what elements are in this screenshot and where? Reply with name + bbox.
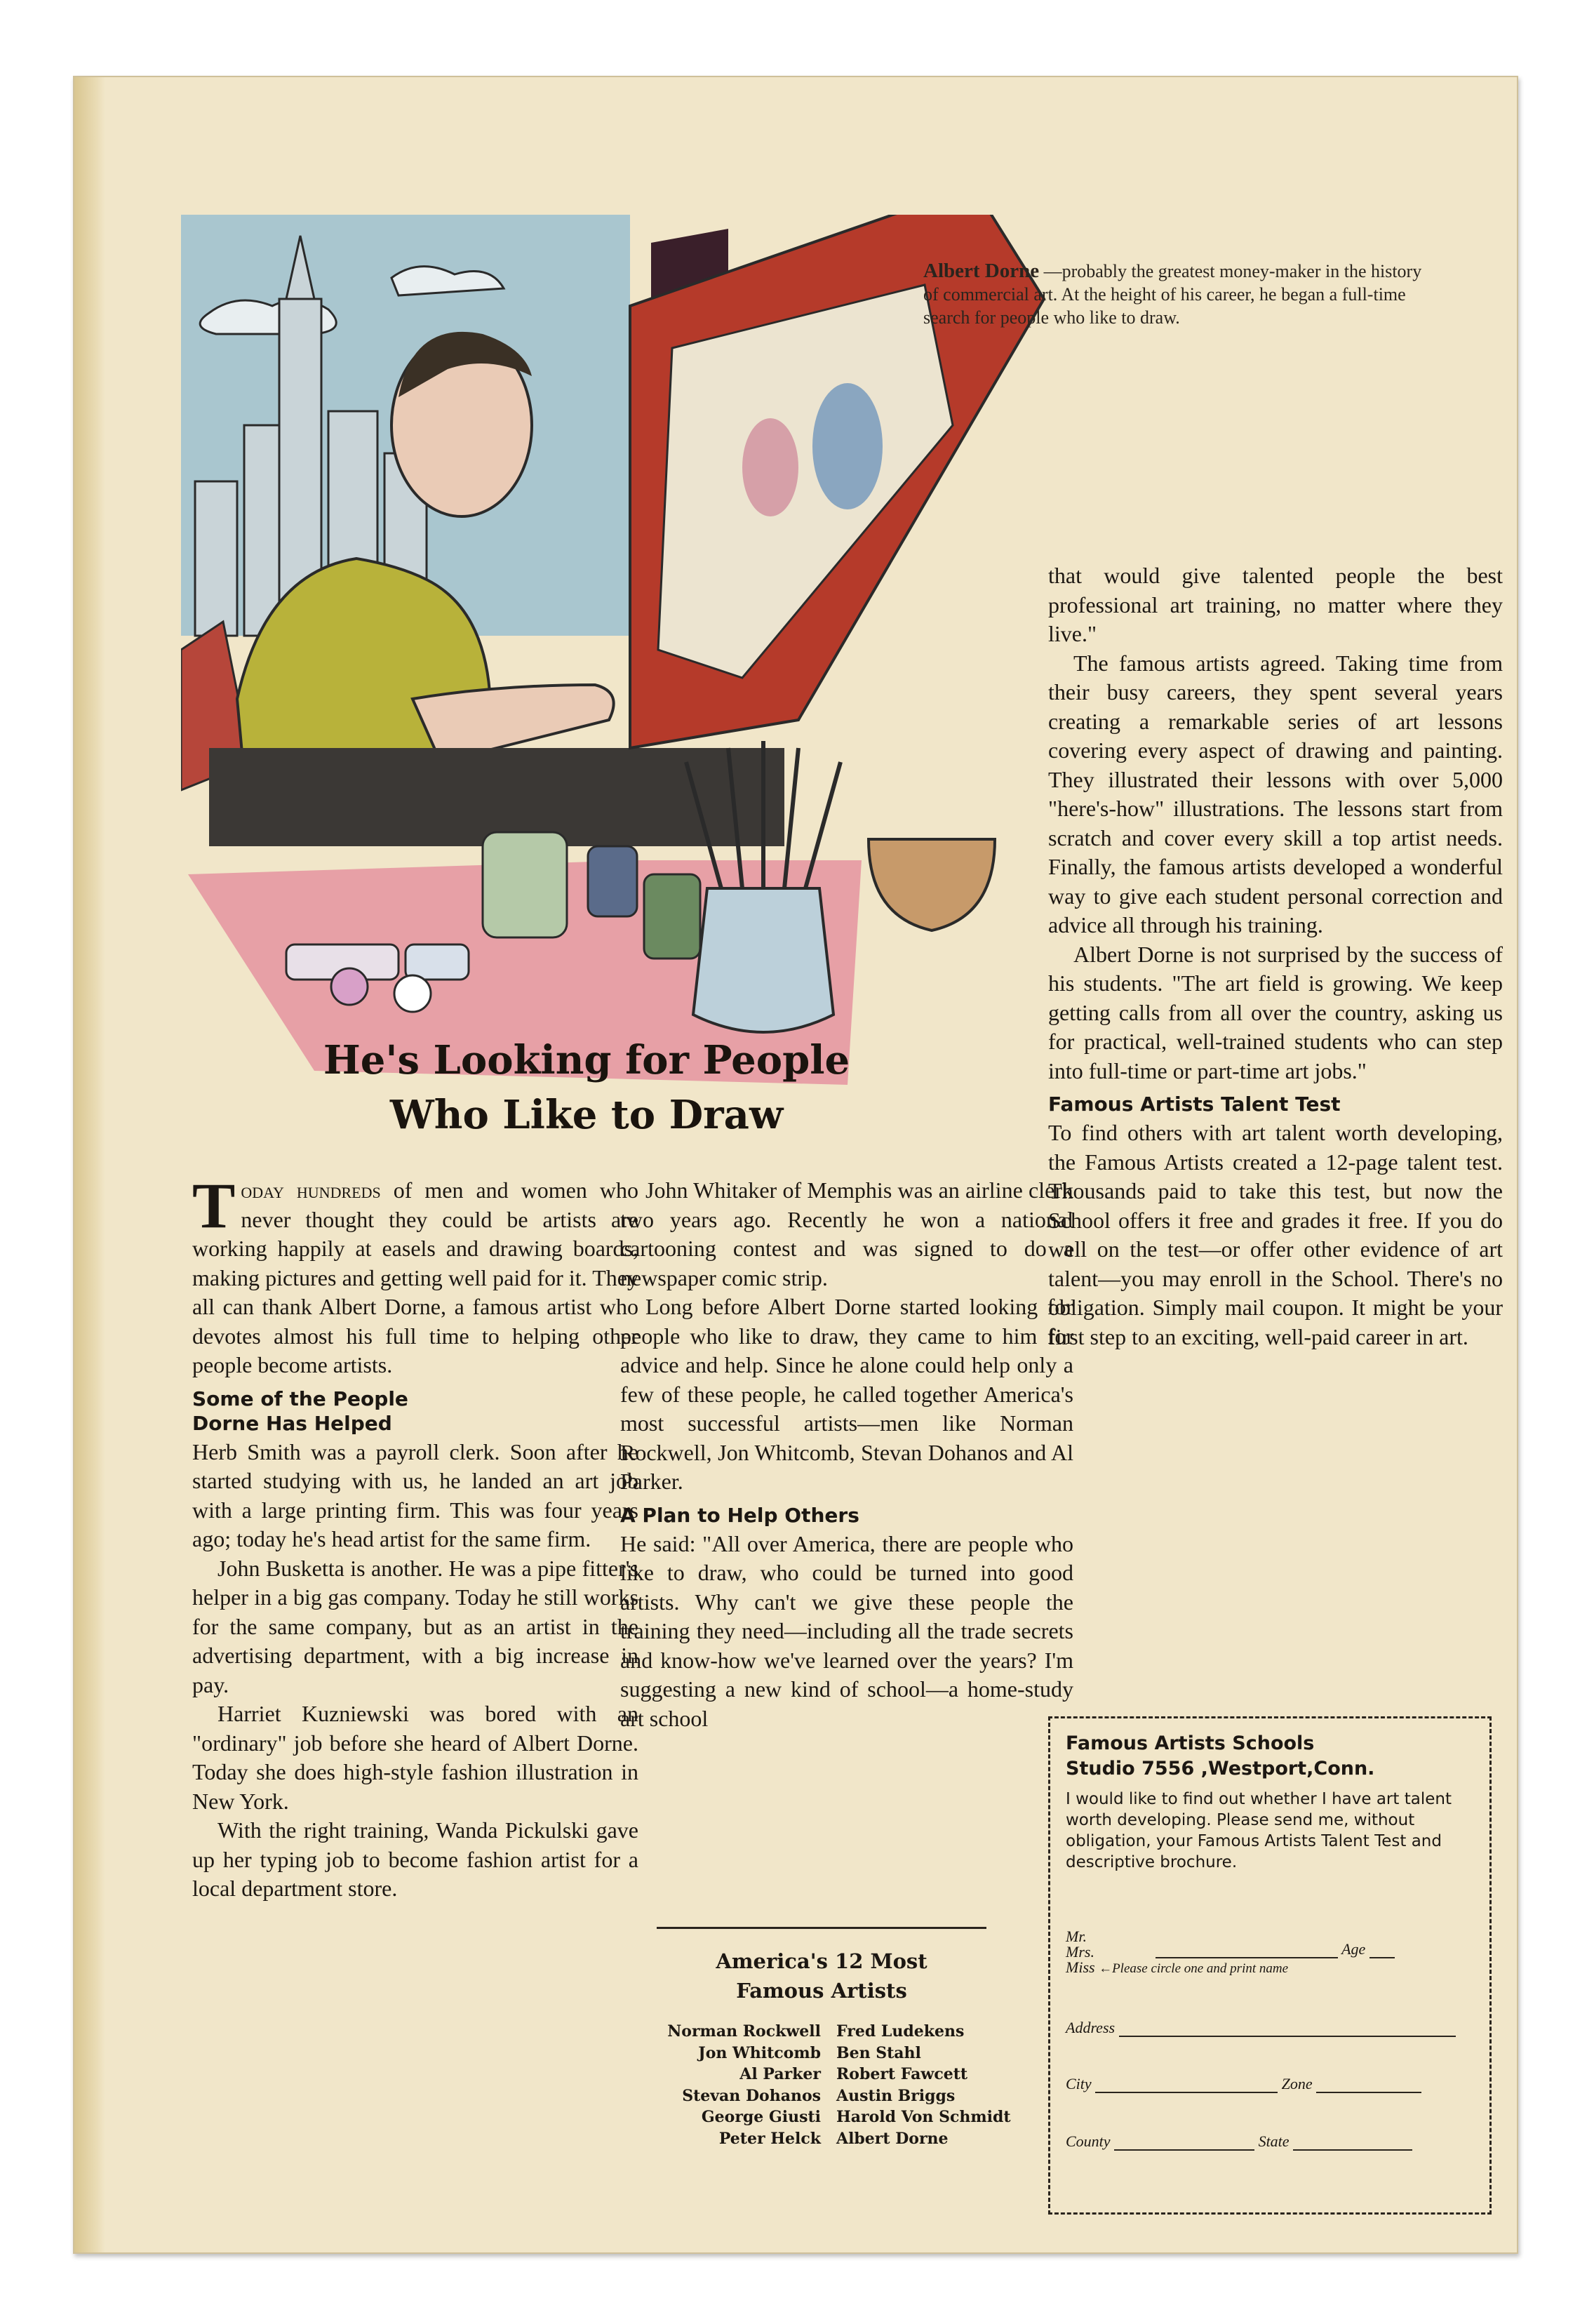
headline-line-2: Who Like to Draw bbox=[389, 1092, 784, 1138]
artist-name: Peter Helck bbox=[718, 2129, 821, 2148]
subhead: A Plan to Help Others bbox=[620, 1503, 859, 1527]
artists-title-line-1: America's 12 Most bbox=[716, 1949, 927, 1973]
county-label: County bbox=[1066, 2132, 1111, 2150]
lead-smallcaps: oday hundreds bbox=[241, 1177, 381, 1203]
paragraph: that would give talented people the best professional art training, no matter where they live." bbox=[1048, 563, 1503, 646]
page-spine-edge bbox=[74, 77, 105, 2252]
paragraph: Albert Dorne is not surprised by the success of his students. "The art field is growing. We keep getting calls from all over the country, asking us for practical, well-trained students who can step into full-time or part-time art jobs." bbox=[1048, 941, 1503, 1083]
artist-name: Harold Von Schmidt bbox=[836, 2108, 1011, 2126]
paragraph: With the right training, Wanda Pickulski gave up her typing job to become fashion artist for a local department store. bbox=[192, 1817, 638, 1901]
artist-name: Ben Stahl bbox=[836, 2043, 921, 2062]
illustration-caption bbox=[923, 260, 1428, 329]
coupon-school: Famous Artists Schools bbox=[1066, 1732, 1315, 1754]
artists-list bbox=[629, 2021, 1029, 2149]
title-miss: Miss ←Please circle one and print name bbox=[1066, 1958, 1289, 1976]
artist-name: George Giusti bbox=[701, 2108, 821, 2126]
caption-text: —probably the greatest money-maker in the history of commercial art. At the height of his career, he began a full-time search for people who like to draw. bbox=[923, 261, 1422, 328]
paragraph-text: of men and women who never thought they could be artists are working happily at easels and drawing boards, making pictures and getting well paid for it. They all can thank Albert Dorne, a famous artist who devotes almost his full time to helping other people become artists. bbox=[192, 1177, 639, 1377]
city-label: City bbox=[1066, 2075, 1092, 2092]
paragraph: John Whitaker of Memphis was an airline clerk two years ago. Recently he won a national cartooning contest and was signed to do a newspaper comic strip. bbox=[620, 1177, 1073, 1290]
city-zone-field[interactable] bbox=[1066, 2075, 1421, 2093]
name-line[interactable] bbox=[1156, 1940, 1395, 1958]
headline-line-1: He's Looking for People bbox=[323, 1037, 850, 1083]
article-column-1 bbox=[192, 1170, 639, 1904]
circle-note: ←Please circle one and print name bbox=[1099, 1961, 1289, 1976]
artists-title-line-2: Famous Artists bbox=[736, 1979, 907, 2003]
artist-name: Albert Dorne bbox=[836, 2129, 949, 2148]
paragraph: John Busketta is another. He was a pipe fitter's helper in a big gas company. Today he still works for the same company, but as an artist in the advertising department, with a big increase in pay. bbox=[192, 1555, 638, 1697]
caption-name: Albert Dorne bbox=[923, 260, 1040, 282]
artist-name: Al Parker bbox=[739, 2065, 821, 2083]
subhead-line-2: Dorne Has Helped bbox=[192, 1411, 392, 1435]
paragraph: Harriet Kuzniewski was bored with an "ordinary" job before she heard of Albert Dorne. Today she does high-style fashion illustration in New York. bbox=[192, 1701, 638, 1814]
subhead: Famous Artists Talent Test bbox=[1048, 1093, 1341, 1116]
title-mr: Mr. bbox=[1066, 1928, 1087, 1945]
zone-label: Zone bbox=[1281, 2075, 1313, 2092]
illustration-artist-at-easel bbox=[181, 215, 1065, 1099]
county-state-field[interactable] bbox=[1066, 2132, 1412, 2151]
mail-in-coupon[interactable] bbox=[1048, 1716, 1492, 2215]
artist-name: Austin Briggs bbox=[836, 2086, 956, 2105]
divider-rule bbox=[657, 1927, 986, 1929]
coupon-body: I would like to find out whether I have art talent worth developing. Please send me, without obligation, your Famous Artists Talent Test and descriptive brochure. bbox=[1066, 1790, 1452, 1871]
comic-back-cover-page bbox=[73, 76, 1518, 2254]
paragraph: Herb Smith was a payroll clerk. Soon after he started studying with us, he landed an art job with a large printing firm. This was four years ago; today he's head artist for the same firm. bbox=[192, 1438, 638, 1551]
paragraph: The famous artists agreed. Taking time from their busy careers, they spent several years creating a remarkable series of art lessons covering every aspect of drawing and painting. They illustrated their lessons with over 5,000 "here's-how" illustrations. The lessons start from scratch and cover every skill a top artist needs. Finally, the famous artists developed a wonderful way to give each student personal correction and advice all through his training. bbox=[1048, 650, 1503, 937]
artist-name: Norman Rockwell bbox=[667, 2022, 821, 2041]
artist-name: Stevan Dohanos bbox=[682, 2086, 821, 2105]
paragraph: He said: "All over America, there are people who like to draw, who could be turned into good artists. Why can't we give these people the training they need—including all the trade secrets and know-how we've learned over the years? I'm suggesting a new kind of school—a home-study art school bbox=[620, 1530, 1073, 1731]
artist-name: Robert Fawcett bbox=[836, 2065, 968, 2083]
subhead-line-1: Some of the People bbox=[192, 1387, 408, 1410]
headline bbox=[215, 1033, 958, 1142]
state-label: State bbox=[1258, 2132, 1290, 2150]
drop-cap: T bbox=[192, 1170, 236, 1241]
paragraph: To find others with art talent worth developing, the Famous Artists created a 12-page talent test. Thousands paid to take this test, but now the School offers it free and grades it free. If you do well on the test—or offer other evidence of art talent—you may enroll in the School. There's no obligation. Simply mail coupon. It might be your first step to an exciting, well-paid career in art. bbox=[1048, 1120, 1503, 1349]
coupon-studio: Studio 7556 ,Westport,Conn. bbox=[1066, 1758, 1375, 1779]
paragraph: Long before Albert Dorne started looking for people who like to draw, they came to him for advice and help. Since he alone could help only a few of these people, he called together America's most successful artists—men like Norman Rockwell, Jon Whitcomb, Stevan Dohanos and Al Parker. bbox=[620, 1294, 1073, 1494]
title-mrs: Mrs. bbox=[1066, 1943, 1094, 1961]
paragraph bbox=[192, 1170, 639, 1380]
article-column-3 bbox=[1048, 561, 1503, 1351]
subhead bbox=[192, 1384, 638, 1438]
artist-name: Fred Ludekens bbox=[836, 2022, 965, 2041]
article-column-2 bbox=[620, 1176, 1073, 1733]
address-field[interactable] bbox=[1066, 2019, 1456, 2037]
artists-box-title bbox=[629, 1946, 1014, 2005]
artist-name: Jon Whitcomb bbox=[698, 2043, 821, 2062]
age-label: Age bbox=[1341, 1940, 1366, 1958]
address-label: Address bbox=[1066, 2019, 1116, 2036]
